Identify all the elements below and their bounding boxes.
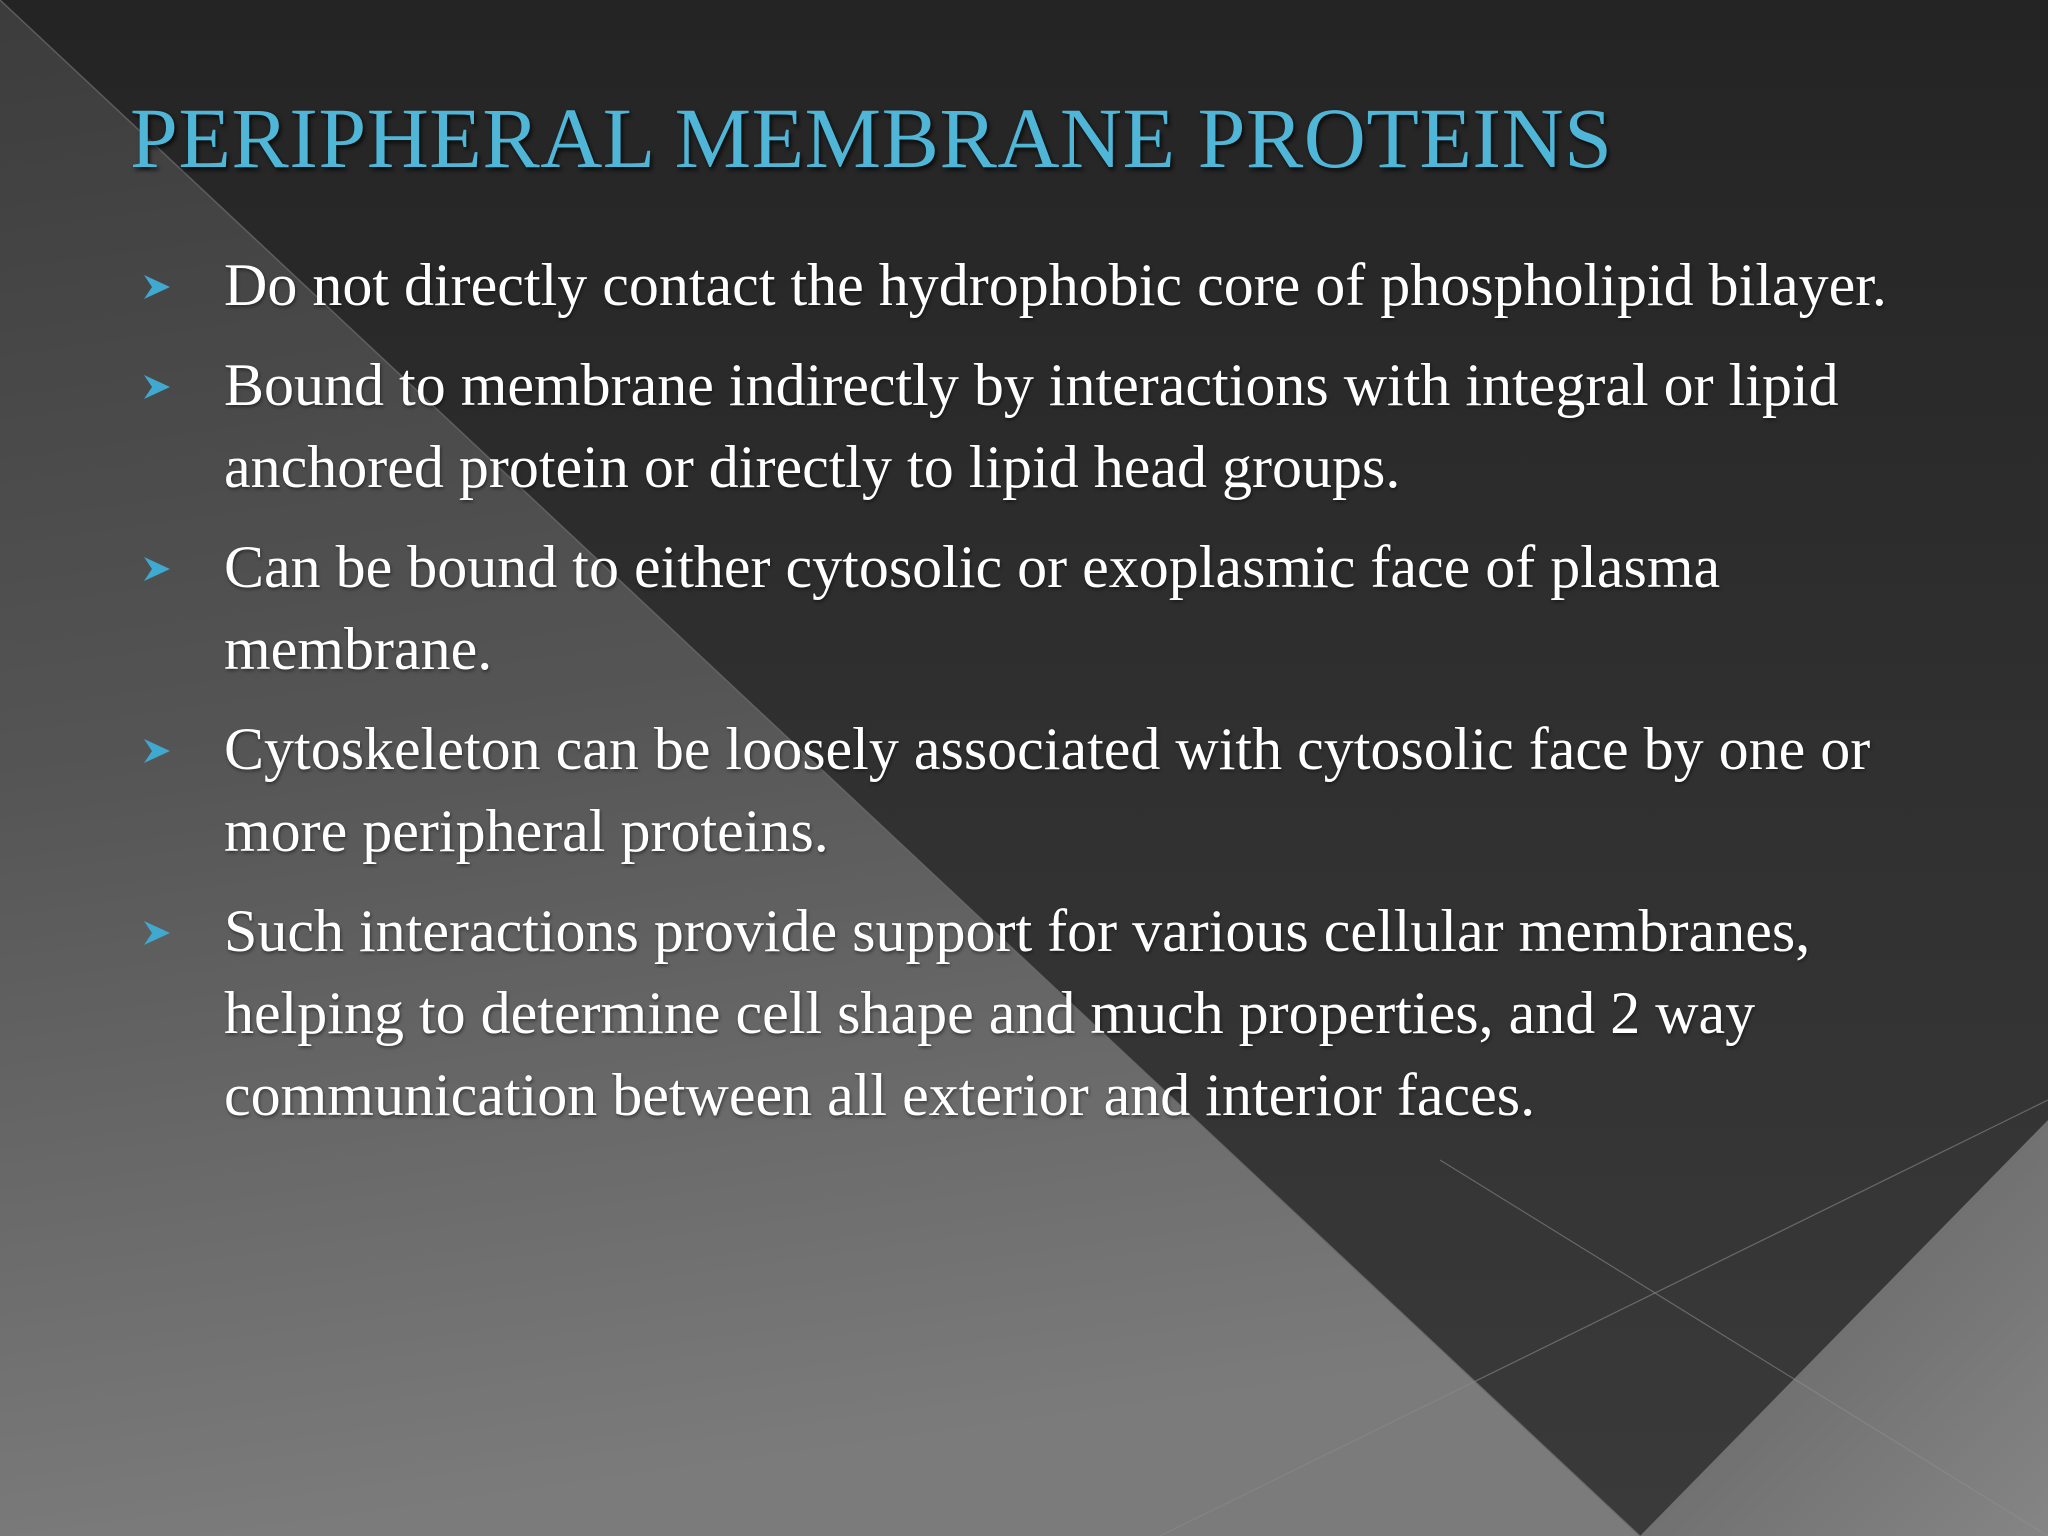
bullet-text: Do not directly contact the hydrophobic core of phospholipid bilayer. (224, 252, 1887, 318)
bullet-list (136, 244, 1966, 1154)
arrowhead-bullet-icon (140, 270, 174, 304)
bullet-item (136, 526, 1966, 690)
bullet-item (136, 244, 1966, 326)
slide-title: PERIPHERAL MEMBRANE PROTEINS (130, 90, 1613, 186)
bullet-text: Such interactions provide support for various cellular membranes, helping to determine cell shape and much properties, and 2 way communication between all exterior and interior faces. (224, 898, 1811, 1128)
arrowhead-bullet-icon (140, 370, 174, 404)
bullet-text: Can be bound to either cytosolic or exoplasmic face of plasma membrane. (224, 534, 1721, 682)
arrowhead-bullet-icon (140, 916, 174, 950)
arrowhead-bullet-icon (140, 734, 174, 768)
bullet-text: Cytoskeleton can be loosely associated with cytosolic face by one or more peripheral proteins. (224, 716, 1871, 864)
bullet-item (136, 890, 1966, 1136)
bullet-item (136, 708, 1966, 872)
arrowhead-bullet-icon (140, 552, 174, 586)
bullet-item (136, 344, 1966, 508)
bullet-text: Bound to membrane indirectly by interactions with integral or lipid anchored protein or directly to lipid head groups. (224, 352, 1839, 500)
